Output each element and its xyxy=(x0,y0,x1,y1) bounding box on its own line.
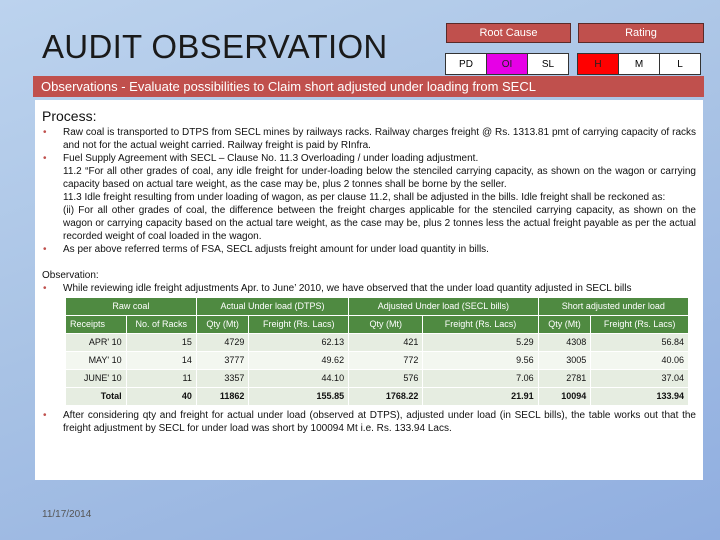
table-cell: 3777 xyxy=(196,352,249,370)
table-cell: 772 xyxy=(349,352,423,370)
table-cell: 7.06 xyxy=(423,370,538,388)
clause-11-3: 11.3 Idle freight resulting from under loading of wagon, as per clause 11.2, shall be adjusted in the bills. Idle freight shall be reckoned as: xyxy=(63,192,666,203)
table-cell: 49.62 xyxy=(249,352,349,370)
table-cell: 62.13 xyxy=(249,334,349,352)
table-column-header-row xyxy=(66,316,689,334)
observation-bullet-2 xyxy=(42,409,696,435)
table-cell: 4729 xyxy=(196,334,249,352)
table-cell: 9.56 xyxy=(423,352,538,370)
table-cell: 40 xyxy=(126,388,196,406)
column-header: No. of Racks xyxy=(126,316,196,334)
bullet-icon: • xyxy=(43,410,47,421)
table-cell: 4308 xyxy=(538,334,591,352)
group-header-adjusted: Adjusted Under load (SECL bills) xyxy=(349,298,539,316)
column-header: Freight (Rs. Lacs) xyxy=(591,316,689,334)
table-row xyxy=(66,352,689,370)
root-cause-option-sl[interactable]: SL xyxy=(527,53,569,75)
table-cell: 10094 xyxy=(538,388,591,406)
table-cell: 2781 xyxy=(538,370,591,388)
content-panel xyxy=(35,100,703,480)
root-cause-option-oi[interactable]: OI xyxy=(486,53,528,75)
root-cause-options xyxy=(446,53,569,75)
slide-title: AUDIT OBSERVATION xyxy=(42,28,388,65)
table-cell: MAY' 10 xyxy=(66,352,127,370)
table-total-row xyxy=(66,388,689,406)
table-cell: 37.04 xyxy=(591,370,689,388)
column-header: Qty (Mt) xyxy=(349,316,423,334)
table-row xyxy=(66,370,689,388)
clause-11-3-ii: (ii) For all other grades of coal, the difference between the freight charges applicable for the stenciled carrying capacity, as shown on the wagon or carrying capacity based on the actual tare weight, as the case may be, plus 2 tonnes less the actual freight payable as per the actual recorded weight of coal loaded in the wagon. xyxy=(63,205,696,242)
rating-option-m[interactable]: M xyxy=(618,53,660,75)
table-cell: 576 xyxy=(349,370,423,388)
root-cause-option-pd[interactable]: PD xyxy=(445,53,487,75)
column-header: Qty (Mt) xyxy=(196,316,249,334)
table-cell: 421 xyxy=(349,334,423,352)
footer-date: 11/17/2014 xyxy=(42,509,92,520)
rating-option-l[interactable]: L xyxy=(659,53,701,75)
rating-option-h[interactable]: H xyxy=(577,53,619,75)
group-header-short: Short adjusted under load xyxy=(538,298,688,316)
table-row xyxy=(66,334,689,352)
bullet-icon: • xyxy=(43,244,47,255)
table-cell: 40.06 xyxy=(591,352,689,370)
bullet-icon: • xyxy=(43,283,47,294)
process-bullet-1-text: Raw coal is transported to DTPS from SECL mines by railways racks. Railway charges freight @ Rs. 1313.81 pmt of carrying capacity of racks and not for the actual weight carried. Railway freight is paid by RInfra. xyxy=(63,127,696,151)
table-cell: 21.91 xyxy=(423,388,538,406)
group-header-actual: Actual Under load (DTPS) xyxy=(196,298,348,316)
table-cell: JUNE' 10 xyxy=(66,370,127,388)
table-cell: 3005 xyxy=(538,352,591,370)
process-bullet-3-text: As per above referred terms of FSA, SECL adjusts freight amount for under load quantity in bills. xyxy=(63,244,489,255)
group-header-raw-coal: Raw coal xyxy=(66,298,197,316)
column-header: Receipts xyxy=(66,316,127,334)
bullet-icon: • xyxy=(43,153,47,164)
process-bullet-2 xyxy=(42,152,696,165)
table-cell: 3357 xyxy=(196,370,249,388)
observation-heading: Observation: xyxy=(42,270,99,281)
observation-bullet-2-text: After considering qty and freight for actual under load (observed at DTPS), adjusted under load (in SECL bills), the table works out that the freight adjustment by SECL for under load was short by 100094 Mt i.e. Rs. 133.94 Lacs. xyxy=(63,410,696,434)
rating-header: Rating xyxy=(578,23,704,43)
observation-banner: Observations - Evaluate possibilities to Claim short adjusted under loading from SECL xyxy=(33,76,704,97)
column-header: Freight (Rs. Lacs) xyxy=(423,316,538,334)
process-bullet-1 xyxy=(42,126,696,152)
table-cell: 11 xyxy=(126,370,196,388)
rating-options xyxy=(578,53,701,75)
table-cell: 155.85 xyxy=(249,388,349,406)
bullet-icon: • xyxy=(43,127,47,138)
table-cell: Total xyxy=(66,388,127,406)
table-cell: 133.94 xyxy=(591,388,689,406)
table-cell: 44.10 xyxy=(249,370,349,388)
table-cell: 56.84 xyxy=(591,334,689,352)
table-cell: APR' 10 xyxy=(66,334,127,352)
root-cause-header: Root Cause xyxy=(446,23,571,43)
clause-11-2: 11.2 “For all other grades of coal, any idle freight for under-loading below the stenciled carrying capacity, as shown on the wagon or carrying capacity based on actual tare weight, as the case may be, plus 2 tonnes shall be borne by the seller. xyxy=(63,166,696,190)
table-cell: 15 xyxy=(126,334,196,352)
process-heading: Process: xyxy=(42,108,97,124)
table-cell: 1768.22 xyxy=(349,388,423,406)
underload-table xyxy=(65,297,689,406)
column-header: Freight (Rs. Lacs) xyxy=(249,316,349,334)
table-group-header-row xyxy=(66,298,689,316)
table-cell: 11862 xyxy=(196,388,249,406)
observation-bullet-1-text: While reviewing idle freight adjustments Apr. to June’ 2010, we have observed that the under load quantity adjusted in SECL bills xyxy=(63,283,632,294)
column-header: Qty (Mt) xyxy=(538,316,591,334)
table-cell: 14 xyxy=(126,352,196,370)
process-bullet-3 xyxy=(42,243,696,256)
observation-bullet-1 xyxy=(42,282,696,295)
process-bullet-2-text: Fuel Supply Agreement with SECL – Clause No. 11.3 Overloading / under loading adjustment. xyxy=(63,153,479,164)
table-cell: 5.29 xyxy=(423,334,538,352)
